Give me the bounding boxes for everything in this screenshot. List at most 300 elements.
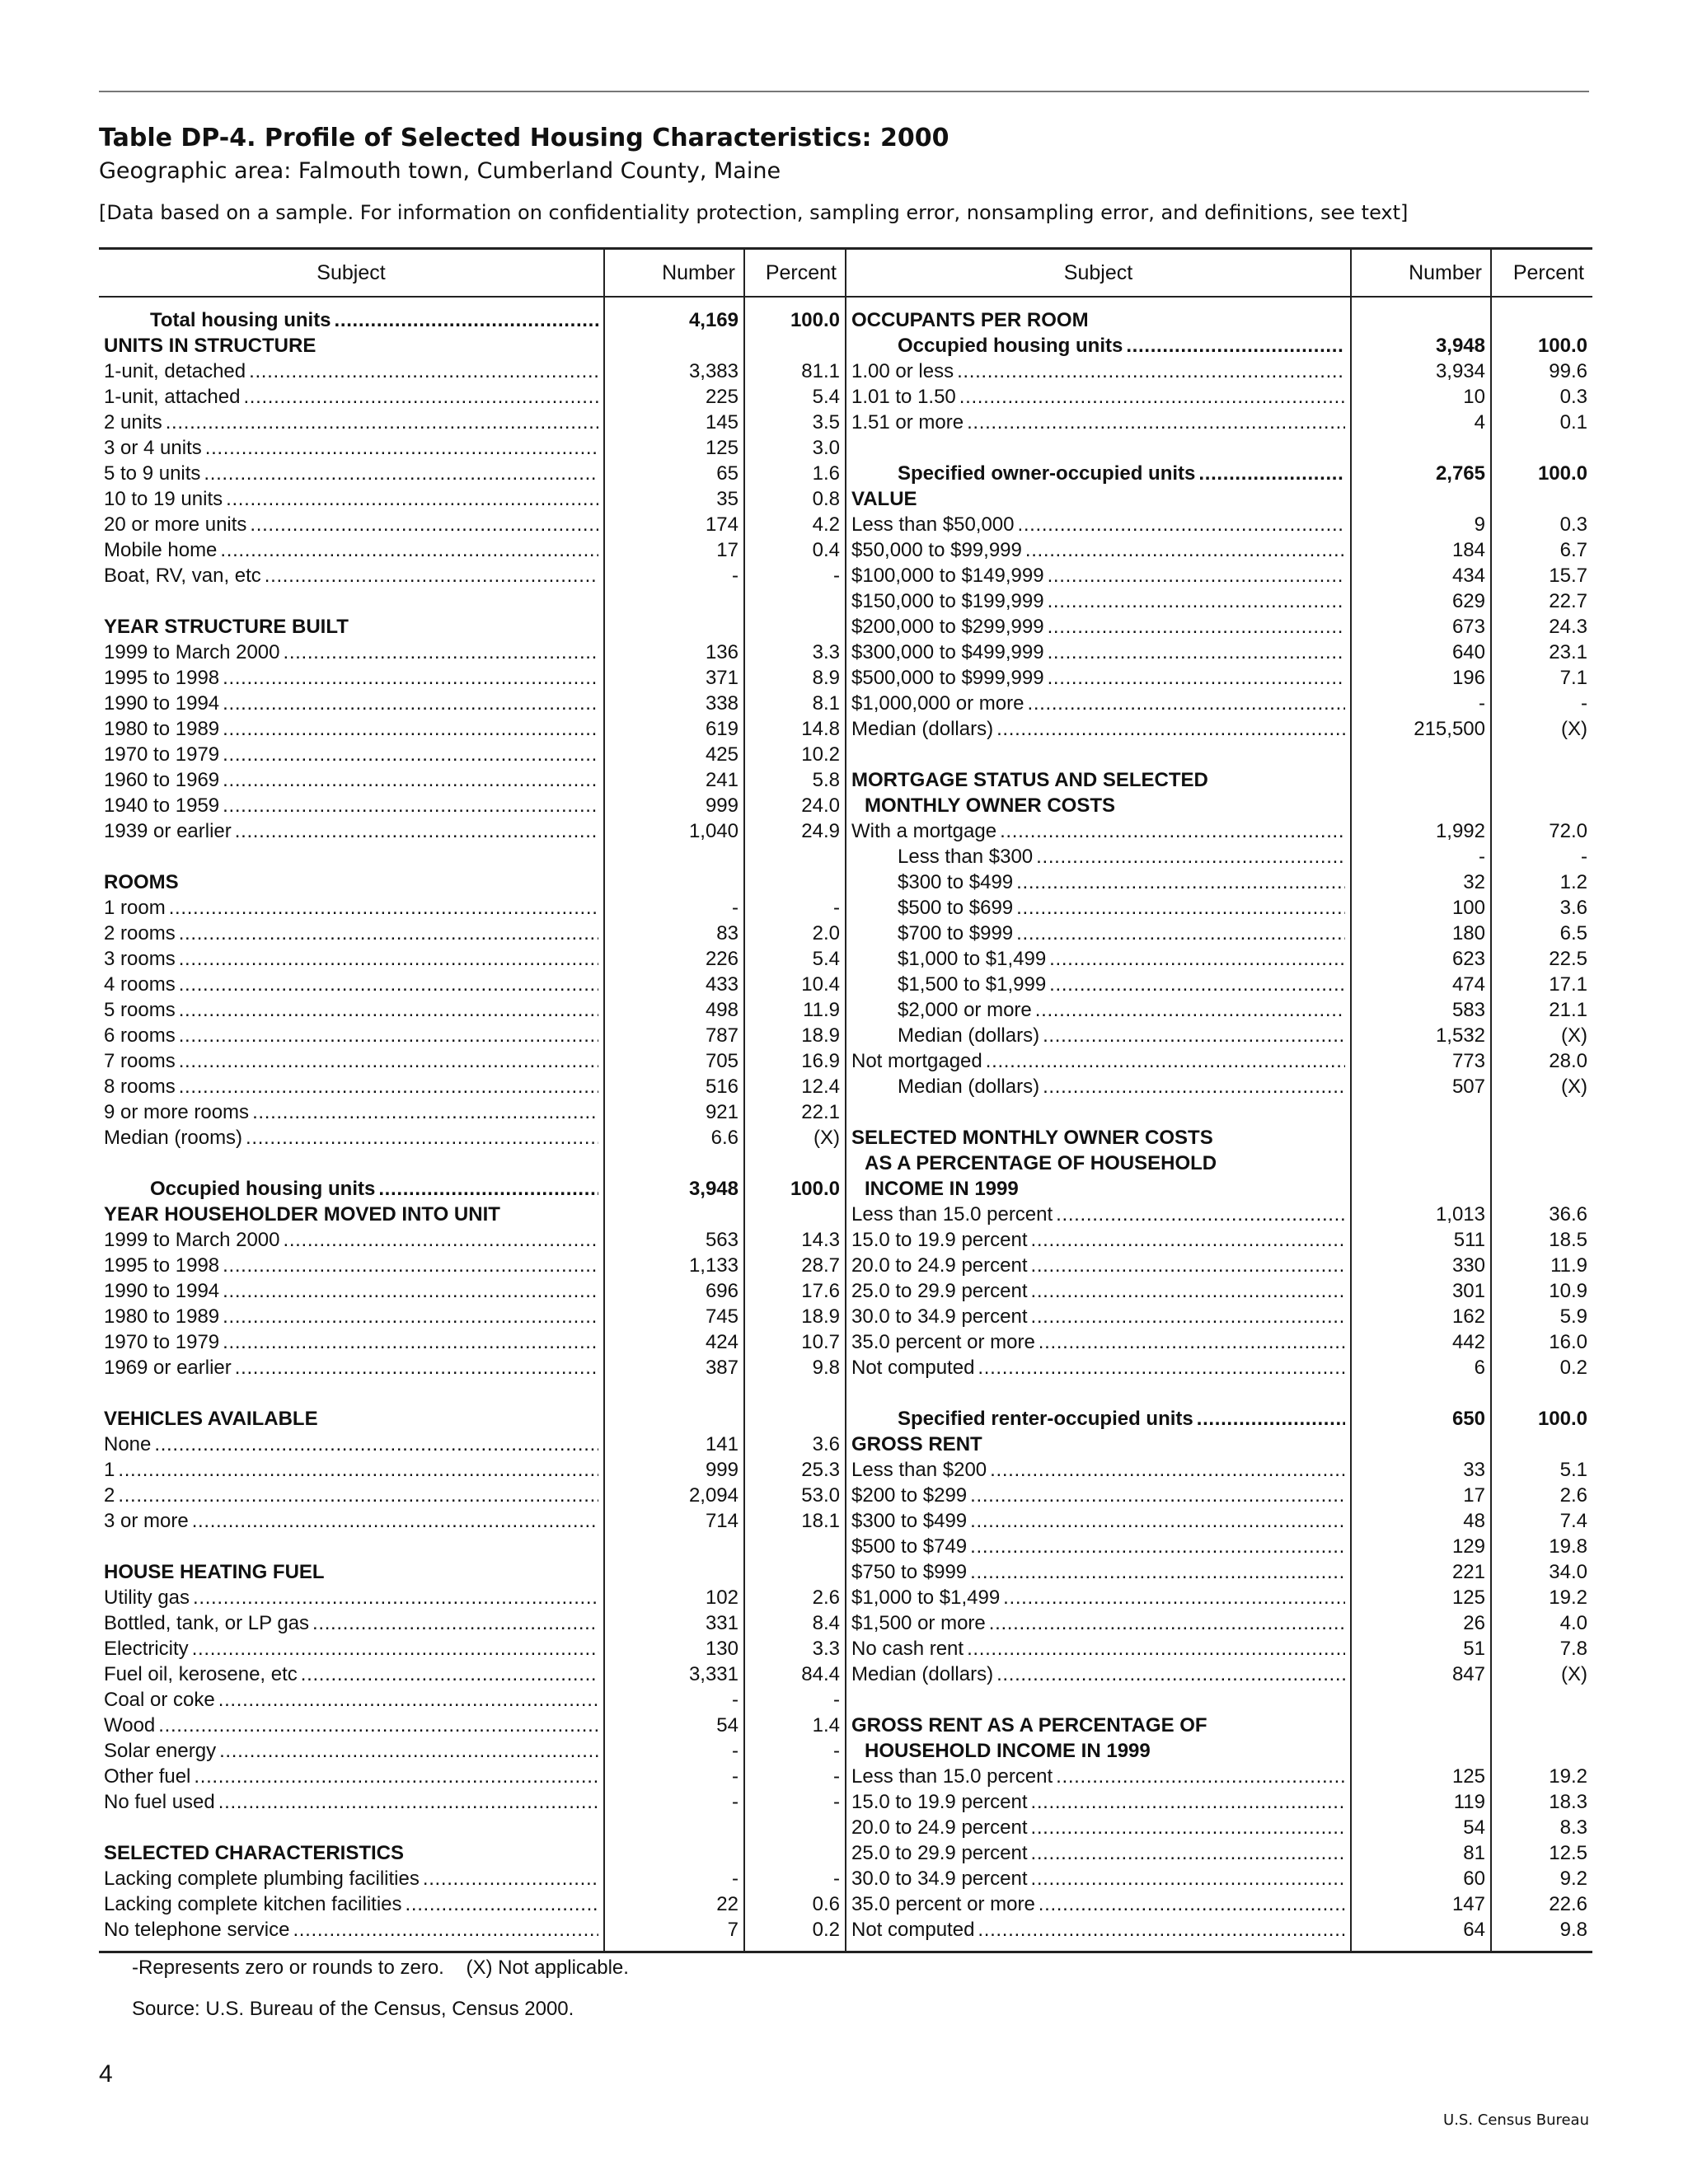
- subject-cell-right: [846, 1253, 1351, 1278]
- subject-cell-right: [846, 921, 1351, 946]
- source-note: Source: U.S. Bureau of the Census, Census 2000.: [132, 1998, 574, 2020]
- subject-label: Median (dollars): [898, 1024, 1040, 1047]
- subject-cell-left: [99, 1329, 604, 1355]
- subject-label-wrap: [851, 1661, 1345, 1687]
- table-row: [99, 1457, 1592, 1483]
- table-row: [99, 997, 1592, 1023]
- subject-label-wrap: [851, 1585, 1345, 1610]
- subject-label-wrap: [104, 767, 598, 793]
- table-row: [99, 1253, 1592, 1278]
- percent-cell-right: [1491, 1151, 1592, 1176]
- percent-cell-right: 100.0: [1491, 1406, 1592, 1432]
- subject-label: Median (dollars): [898, 1076, 1040, 1098]
- subject-label: Lacking complete plumbing facilities: [104, 1868, 420, 1890]
- subject-cell-left: [99, 1125, 604, 1151]
- subject-label-wrap: [104, 512, 598, 537]
- table-row: [99, 1534, 1592, 1559]
- subject-cell-left: [99, 359, 604, 384]
- subject-cell-left: [99, 1508, 604, 1534]
- number-cell-left: 136: [604, 640, 744, 665]
- number-cell-left: 999: [604, 793, 744, 818]
- percent-cell-left: 8.4: [744, 1610, 846, 1636]
- dot-leader: [179, 1074, 598, 1099]
- subject-label: Specified renter-occupied units: [898, 1408, 1193, 1430]
- subject-label: 2: [104, 1484, 115, 1507]
- subject-label: 20.0 to 24.9 percent: [851, 1816, 1028, 1839]
- subject-label: MONTHLY OWNER COSTS: [865, 794, 1116, 817]
- subject-label: Total housing units: [150, 309, 331, 331]
- number-cell-right: -: [1351, 844, 1491, 869]
- subject-label: 5 rooms: [104, 999, 176, 1021]
- subject-label-wrap: [851, 1534, 1345, 1559]
- subject-label: With a mortgage: [851, 820, 997, 842]
- percent-cell-left: [744, 1151, 846, 1176]
- table-row: [99, 1764, 1592, 1789]
- subject-label-wrap: [851, 333, 1345, 359]
- percent-cell-right: 18.5: [1491, 1227, 1592, 1253]
- subject-cell-left: [99, 1917, 604, 1952]
- subject-label-wrap: [851, 1508, 1345, 1534]
- number-cell-right: 511: [1351, 1227, 1491, 1253]
- number-cell-left: [604, 1534, 744, 1559]
- number-cell-right: 184: [1351, 537, 1491, 563]
- dot-leader: [220, 537, 598, 563]
- subject-cell-left: [99, 1559, 604, 1585]
- number-cell-right: -: [1351, 691, 1491, 716]
- percent-cell-left: -: [744, 1738, 846, 1764]
- percent-cell-right: 15.7: [1491, 563, 1592, 588]
- subject-cell-right: [846, 767, 1351, 793]
- percent-cell-right: [1491, 1713, 1592, 1738]
- subject-label-wrap: [104, 333, 598, 359]
- subject-label-wrap: [104, 461, 598, 486]
- percent-cell-left: [744, 1202, 846, 1227]
- subject-cell-right: [846, 1304, 1351, 1329]
- subject-label-wrap: [851, 512, 1345, 537]
- subject-label-wrap: [851, 1815, 1345, 1840]
- subject-label-wrap: [104, 1891, 598, 1917]
- column-header-number-right: Number: [1351, 249, 1491, 298]
- percent-cell-right: [1491, 297, 1592, 333]
- dot-leader: [250, 512, 598, 537]
- percent-cell-right: 18.3: [1491, 1789, 1592, 1815]
- subject-cell-left: [99, 1074, 604, 1099]
- percent-cell-left: 2.6: [744, 1585, 846, 1610]
- subject-cell-right: [846, 1891, 1351, 1917]
- subject-label: 30.0 to 34.9 percent: [851, 1868, 1028, 1890]
- percent-cell-right: 34.0: [1491, 1559, 1592, 1585]
- subject-cell-right: [846, 1636, 1351, 1661]
- subject-cell-right: [846, 1432, 1351, 1457]
- subject-cell-left: [99, 1585, 604, 1610]
- percent-cell-left: 1.4: [744, 1713, 846, 1738]
- dot-leader: [1016, 921, 1345, 946]
- subject-cell-left: [99, 486, 604, 512]
- subject-cell-left: [99, 1202, 604, 1227]
- subject-label: 30.0 to 34.9 percent: [851, 1305, 1028, 1328]
- percent-cell-right: 7.8: [1491, 1636, 1592, 1661]
- number-cell-right: 17: [1351, 1483, 1491, 1508]
- number-cell-left: [604, 614, 744, 640]
- subject-label: 1970 to 1979: [104, 743, 220, 766]
- subject-label: 3 or 4 units: [104, 437, 202, 459]
- percent-cell-right: 36.6: [1491, 1202, 1592, 1227]
- table-row: [99, 818, 1592, 844]
- table-row: [99, 1789, 1592, 1815]
- percent-cell-right: [1491, 1099, 1592, 1125]
- percent-cell-left: 28.7: [744, 1253, 846, 1278]
- number-cell-left: -: [604, 895, 744, 921]
- subject-label: $200 to $299: [851, 1484, 968, 1507]
- subject-label-wrap: [851, 895, 1345, 921]
- percent-cell-right: [1491, 742, 1592, 767]
- page-number: 4: [99, 2060, 113, 2088]
- percent-cell-left: 3.3: [744, 1636, 846, 1661]
- subject-cell-left: [99, 997, 604, 1023]
- percent-cell-left: 100.0: [744, 1176, 846, 1202]
- subject-cell-left: [99, 1278, 604, 1304]
- number-cell-left: -: [604, 1738, 744, 1764]
- table-row: [99, 972, 1592, 997]
- subject-label: GROSS RENT: [851, 1433, 982, 1455]
- table-row: [99, 1636, 1592, 1661]
- table-row: [99, 793, 1592, 818]
- number-cell-right: [1351, 1687, 1491, 1713]
- subject-label-wrap: [851, 1406, 1345, 1432]
- percent-cell-left: -: [744, 1764, 846, 1789]
- number-cell-left: 54: [604, 1713, 744, 1738]
- subject-cell-left: [99, 461, 604, 486]
- percent-cell-left: -: [744, 563, 846, 588]
- subject-cell-left: [99, 1406, 604, 1432]
- percent-cell-right: 22.5: [1491, 946, 1592, 972]
- table-row: [99, 297, 1592, 333]
- subject-label: Less than 15.0 percent: [851, 1765, 1053, 1788]
- table-row: [99, 1355, 1592, 1380]
- subject-label: $1,000 to $1,499: [851, 1586, 1001, 1609]
- subject-label-wrap: [104, 1585, 598, 1610]
- dot-leader: [219, 1738, 598, 1764]
- number-cell-left: [604, 1815, 744, 1840]
- percent-cell-right: 17.1: [1491, 972, 1592, 997]
- dot-leader: [249, 359, 598, 384]
- subject-cell-left: [99, 946, 604, 972]
- subject-label: $1,500 or more: [851, 1612, 986, 1634]
- subject-label: Not computed: [851, 1919, 975, 1941]
- percent-cell-right: 2.6: [1491, 1483, 1592, 1508]
- number-cell-right: [1351, 1151, 1491, 1176]
- number-cell-right: [1351, 767, 1491, 793]
- subject-label-wrap: [851, 640, 1345, 665]
- subject-label: 2 units: [104, 411, 162, 434]
- number-cell-right: 119: [1351, 1789, 1491, 1815]
- percent-cell-right: 19.8: [1491, 1534, 1592, 1559]
- number-cell-right: 2,765: [1351, 461, 1491, 486]
- subject-label-wrap: [851, 588, 1345, 614]
- percent-cell-right: 16.0: [1491, 1329, 1592, 1355]
- number-cell-right: 442: [1351, 1329, 1491, 1355]
- subject-label-wrap: [104, 997, 598, 1023]
- subject-label-wrap: [104, 818, 598, 844]
- subject-cell-right: [846, 461, 1351, 486]
- subject-cell-right: [846, 1278, 1351, 1304]
- percent-cell-right: 0.3: [1491, 512, 1592, 537]
- subject-cell-left: [99, 1789, 604, 1815]
- number-cell-right: 147: [1351, 1891, 1491, 1917]
- dot-leader: [293, 1917, 598, 1943]
- subject-label-wrap: [104, 1508, 598, 1534]
- subject-label-wrap: [104, 410, 598, 435]
- number-cell-left: 102: [604, 1585, 744, 1610]
- number-cell-left: 714: [604, 1508, 744, 1534]
- subject-label: UNITS IN STRUCTURE: [104, 335, 316, 357]
- percent-cell-right: (X): [1491, 1074, 1592, 1099]
- dot-leader: [996, 716, 1345, 742]
- subject-label-wrap: [851, 1789, 1345, 1815]
- table-row: [99, 1585, 1592, 1610]
- number-cell-left: 130: [604, 1636, 744, 1661]
- subject-label: 1.00 or less: [851, 360, 954, 382]
- table-row: [99, 1074, 1592, 1099]
- percent-cell-left: 5.4: [744, 946, 846, 972]
- number-cell-left: 433: [604, 972, 744, 997]
- table-row: [99, 1278, 1592, 1304]
- subject-label: 20 or more units: [104, 513, 247, 536]
- table-row: [99, 640, 1592, 665]
- dot-leader: [118, 1457, 598, 1483]
- subject-label: 1990 to 1994: [104, 692, 220, 715]
- subject-label-wrap: [851, 1355, 1345, 1380]
- subject-label-wrap: [851, 972, 1345, 997]
- subject-cell-left: [99, 1432, 604, 1457]
- subject-label: Not computed: [851, 1357, 975, 1379]
- subject-cell-right: [846, 665, 1351, 691]
- subject-cell-right: [846, 869, 1351, 895]
- subject-label-wrap: [104, 742, 598, 767]
- column-header-percent-right: Percent: [1491, 249, 1592, 298]
- subject-cell-left: [99, 742, 604, 767]
- percent-cell-right: 22.6: [1491, 1891, 1592, 1917]
- number-cell-left: -: [604, 1789, 744, 1815]
- number-cell-left: 563: [604, 1227, 744, 1253]
- subject-label: $100,000 to $149,999: [851, 565, 1044, 587]
- table-row: [99, 1099, 1592, 1125]
- number-cell-left: 3,331: [604, 1661, 744, 1687]
- subject-label-wrap: [104, 1866, 598, 1891]
- number-cell-right: 33: [1351, 1457, 1491, 1483]
- subject-cell-right: [846, 1661, 1351, 1687]
- percent-cell-left: [744, 1815, 846, 1840]
- subject-label: 35.0 percent or more: [851, 1331, 1035, 1353]
- dot-leader: [1039, 1329, 1345, 1355]
- subject-cell-left: [99, 1661, 604, 1687]
- subject-label: 35.0 percent or more: [851, 1893, 1035, 1915]
- number-cell-left: 498: [604, 997, 744, 1023]
- subject-label-wrap: [104, 563, 598, 588]
- percent-cell-right: 24.3: [1491, 614, 1592, 640]
- dot-leader: [166, 410, 598, 435]
- dot-leader: [235, 818, 598, 844]
- dot-leader: [179, 972, 598, 997]
- percent-cell-left: 0.2: [744, 1917, 846, 1952]
- subject-label: Median (dollars): [851, 718, 994, 740]
- subject-label-wrap: [851, 1457, 1345, 1483]
- subject-cell-right: [846, 1380, 1351, 1406]
- dot-leader: [1043, 1023, 1345, 1048]
- subject-cell-left: [99, 1355, 604, 1380]
- table-row: [99, 1151, 1592, 1176]
- subject-label-wrap: [104, 1457, 598, 1483]
- dot-leader: [1031, 1866, 1346, 1891]
- number-cell-right: [1351, 1713, 1491, 1738]
- subject-cell-right: [846, 1840, 1351, 1866]
- number-cell-left: 1,133: [604, 1253, 744, 1278]
- number-cell-left: 705: [604, 1048, 744, 1074]
- subject-label: Fuel oil, kerosene, etc: [104, 1663, 298, 1685]
- subject-label: SELECTED MONTHLY OWNER COSTS: [851, 1127, 1213, 1149]
- subject-label-wrap: [851, 1713, 1345, 1738]
- dot-leader: [1031, 1815, 1346, 1840]
- subject-cell-left: [99, 333, 604, 359]
- number-cell-left: -: [604, 1687, 744, 1713]
- percent-cell-left: 16.9: [744, 1048, 846, 1074]
- subject-label-wrap: [104, 359, 598, 384]
- dot-leader: [179, 1048, 598, 1074]
- subject-label-wrap: [104, 1329, 598, 1355]
- number-cell-left: 387: [604, 1355, 744, 1380]
- number-cell-right: [1351, 297, 1491, 333]
- subject-label: $300,000 to $499,999: [851, 641, 1044, 663]
- subject-cell-right: [846, 1023, 1351, 1048]
- number-cell-right: 640: [1351, 640, 1491, 665]
- subject-label: Lacking complete kitchen facilities: [104, 1893, 402, 1915]
- percent-cell-left: 24.0: [744, 793, 846, 818]
- subject-label: 1 room: [104, 897, 166, 919]
- column-header-percent-left: Percent: [744, 249, 846, 298]
- number-cell-left: 619: [604, 716, 744, 742]
- percent-cell-left: 84.4: [744, 1661, 846, 1687]
- number-cell-right: 1,013: [1351, 1202, 1491, 1227]
- percent-cell-right: (X): [1491, 1023, 1592, 1048]
- subject-cell-right: [846, 537, 1351, 563]
- dot-leader: [1048, 614, 1345, 640]
- subject-label-wrap: [104, 895, 598, 921]
- subject-cell-left: [99, 384, 604, 410]
- subject-label: Median (dollars): [851, 1663, 994, 1685]
- dot-leader: [1031, 1253, 1346, 1278]
- subject-label-wrap: [104, 1432, 598, 1457]
- percent-cell-left: 18.1: [744, 1508, 846, 1534]
- dot-leader: [179, 946, 598, 972]
- percent-cell-right: 10.9: [1491, 1278, 1592, 1304]
- data-note: [Data based on a sample. For information on confidentiality protection, sampling error, nonsampling error, and definitions, see text]: [99, 201, 1409, 224]
- subject-label-wrap: [851, 359, 1345, 384]
- subject-cell-left: [99, 1534, 604, 1559]
- subject-label-wrap: [104, 869, 598, 895]
- subject-cell-left: [99, 869, 604, 895]
- subject-label-wrap: [851, 1840, 1345, 1866]
- subject-label-wrap: [851, 537, 1345, 563]
- subject-label-wrap: [851, 818, 1345, 844]
- number-cell-right: [1351, 793, 1491, 818]
- subject-label: 1999 to March 2000: [104, 1229, 280, 1251]
- subject-label-wrap: [104, 1202, 598, 1227]
- publisher-name: U.S. Census Bureau: [1443, 2111, 1589, 2129]
- subject-label-wrap: [851, 1432, 1345, 1457]
- percent-cell-left: 11.9: [744, 997, 846, 1023]
- subject-label-wrap: [104, 1610, 598, 1636]
- number-cell-left: [604, 1840, 744, 1866]
- percent-cell-left: [744, 1840, 846, 1866]
- dot-leader: [978, 1917, 1345, 1943]
- number-cell-left: 424: [604, 1329, 744, 1355]
- percent-cell-right: 6.7: [1491, 537, 1592, 563]
- number-cell-right: 3,948: [1351, 333, 1491, 359]
- dot-leader: [118, 1483, 598, 1508]
- dot-leader: [1018, 512, 1346, 537]
- percent-cell-right: 4.0: [1491, 1610, 1592, 1636]
- subject-label-wrap: [104, 1559, 598, 1585]
- subject-label: YEAR HOUSEHOLDER MOVED INTO UNIT: [104, 1203, 500, 1226]
- table-row: [99, 1917, 1592, 1952]
- dot-leader: [1035, 997, 1345, 1023]
- table-header-row: [99, 249, 1592, 298]
- dot-leader: [301, 1661, 598, 1687]
- number-cell-right: 434: [1351, 563, 1491, 588]
- subject-label: 1.01 to 1.50: [851, 386, 956, 408]
- dot-leader: [218, 1687, 598, 1713]
- subject-cell-left: [99, 1023, 604, 1048]
- table-row: [99, 1610, 1592, 1636]
- subject-cell-left: [99, 1815, 604, 1840]
- percent-cell-right: 12.5: [1491, 1840, 1592, 1866]
- subject-label: INCOME IN 1999: [865, 1178, 1019, 1200]
- number-cell-left: 371: [604, 665, 744, 691]
- number-cell-left: 7: [604, 1917, 744, 1952]
- table-row: [99, 1380, 1592, 1406]
- table-row: [99, 512, 1592, 537]
- subject-cell-left: [99, 297, 604, 333]
- dot-leader: [1043, 1074, 1345, 1099]
- percent-cell-right: 100.0: [1491, 333, 1592, 359]
- table-row: [99, 844, 1592, 869]
- percent-cell-left: [744, 1559, 846, 1585]
- subject-label-wrap: [851, 486, 1345, 512]
- number-cell-left: -: [604, 1764, 744, 1789]
- subject-label: No fuel used: [104, 1791, 215, 1813]
- number-cell-right: [1351, 435, 1491, 461]
- subject-label: Less than $300: [898, 846, 1034, 868]
- table-row: [99, 410, 1592, 435]
- number-cell-left: 1,040: [604, 818, 744, 844]
- number-cell-left: 65: [604, 461, 744, 486]
- percent-cell-left: 1.6: [744, 461, 846, 486]
- subject-label-wrap: [104, 1483, 598, 1508]
- subject-label: 1970 to 1979: [104, 1331, 220, 1353]
- subject-label-wrap: [104, 1099, 598, 1125]
- subject-cell-left: [99, 410, 604, 435]
- number-cell-left: 6.6: [604, 1125, 744, 1151]
- subject-label: $1,000 to $1,499: [898, 948, 1047, 970]
- number-cell-left: 174: [604, 512, 744, 537]
- subject-label-wrap: [104, 1661, 598, 1687]
- table-row: [99, 1202, 1592, 1227]
- number-cell-right: 629: [1351, 588, 1491, 614]
- percent-cell-right: 99.6: [1491, 359, 1592, 384]
- subject-label: 5 to 9 units: [104, 462, 201, 485]
- subject-cell-left: [99, 640, 604, 665]
- subject-label-wrap: [851, 1125, 1345, 1151]
